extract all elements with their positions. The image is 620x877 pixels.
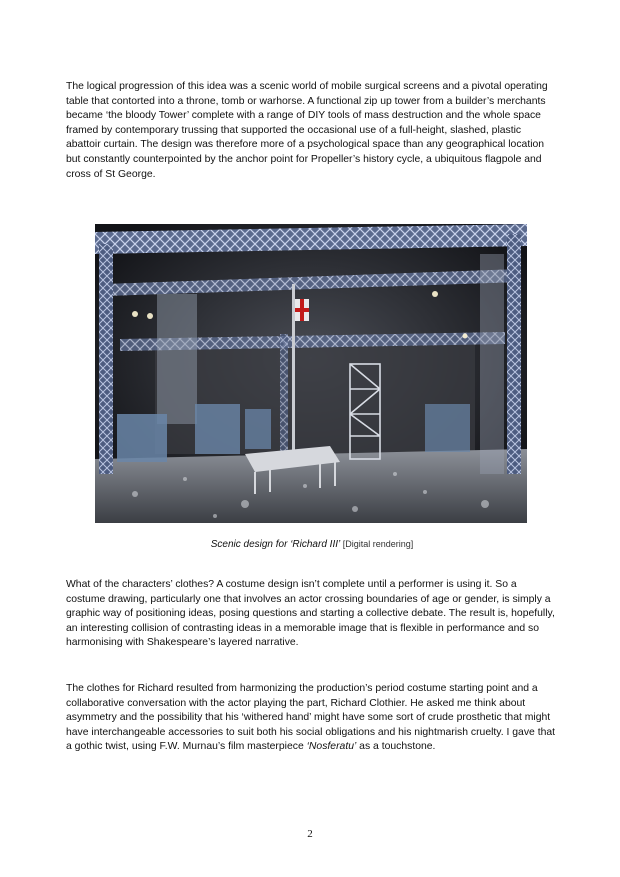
caption-note: [Digital rendering] xyxy=(340,539,414,549)
paragraph-characters-clothes: What of the characters’ clothes? A costume design isn’t complete until a performer is using it. So a costume drawing, particularly one that involves an actor crossing boundaries of age or gender, is simply a graphic way of positioning ideas, posing questions and starting a collective debate. The result is, hopefully, an interesting collision of contrasting ideas in a memorable image that is flexible in performance and so harmonising with Shakespeare’s layered narrative. xyxy=(66,579,555,649)
p3-text-before: The clothes for Richard resulted from harmonizing the production’s period costume starting point and a collaborative conversation with the actor playing the part, Richard Clothier. He asked me think about asymmetry and the possibility that his ‘withered hand’ might have some sort of crude prosthetic that might have interchangeable accessories to suit both his social obligations and his nightmarish cruelty. I gave that a gothic twist, using F.W. Murnau’s film masterpiece xyxy=(66,683,556,753)
paragraph-scenic-world: The logical progression of this idea was a scenic world of mobile surgical screens and a pivotal operating table that contorted into a throne, tomb or warhorse. A functional zip up tower from a builder’s merchants became ‘the bloody Tower’ complete with a range of DIY tools of mass destruction and the whole space framed by contemporary trussing that supported the occasional use of a full-height, slashed, plastic abattoir curtain. The design was therefore more of a psychological space than any geographical location but constantly counterpointed by the anchor point for Propeller’s history cycle, a ubiquitous flagpole and cross of St George. xyxy=(66,81,548,180)
flagpole xyxy=(292,284,295,459)
scenic-design-rendering xyxy=(95,224,527,523)
figure-caption xyxy=(66,539,558,550)
p3-film-title: ‘Nosferatu’ xyxy=(306,741,357,753)
surgical-screen xyxy=(117,414,167,462)
page-number: 2 xyxy=(307,828,313,840)
plastic-curtain-left xyxy=(157,294,197,424)
paragraph-richard-clothes xyxy=(66,682,558,755)
stage-rendering-image xyxy=(95,224,527,523)
right-truss-tower xyxy=(507,234,521,474)
left-truss-tower xyxy=(99,244,113,474)
plastic-curtain-right xyxy=(480,254,504,474)
caption-title: Scenic design for ‘Richard III’ xyxy=(210,539,341,550)
p3-text-after: as a touchstone. xyxy=(356,741,436,753)
